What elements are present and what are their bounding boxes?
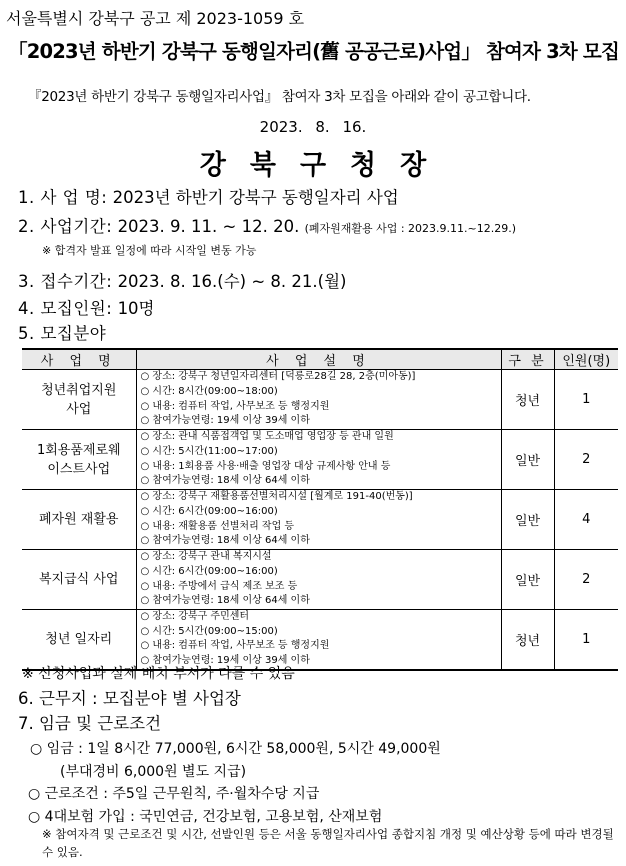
project-description	[136, 370, 501, 430]
table-row	[22, 430, 618, 490]
section-1	[18, 184, 399, 208]
project-name	[22, 430, 136, 490]
column-header: 구 분	[501, 349, 554, 370]
project-description	[136, 490, 501, 550]
description-line: ○ 참여가능연령: 19세 이상 39세 이하	[140, 415, 310, 427]
description-line: ○ 참여가능연령: 18세 이상 64세 이하	[140, 475, 310, 487]
description-line: ○ 장소: 강북구 재활용품선별처리시설 [월계로 191-40(번동)]	[140, 491, 413, 503]
section-label: 2. 사업기간:	[18, 217, 113, 236]
description-line: ○ 장소: 강북구 청년일자리센터 [덕릉로28길 28, 2층(미아동)]	[140, 371, 416, 383]
headcount-cell: 2	[554, 550, 618, 610]
section-6: 6. 근무지 : 모집분야 별 사업장	[18, 689, 241, 708]
project-name-line: 복지급식 사업	[39, 572, 119, 587]
table-row	[22, 550, 618, 610]
description-line: ○ 내용: 컴퓨터 작업, 사무보조 등 행정지원	[140, 400, 330, 412]
section-7: 7. 임금 및 근로조건	[18, 714, 162, 733]
notice-date: 2023. 8. 16.	[259, 118, 367, 136]
description-line: ○ 시간: 8시간(09:00~18:00)	[140, 385, 278, 397]
recruitment-table	[22, 348, 618, 671]
description-line: ○ 시간: 6시간(09:00~16:00)	[140, 505, 278, 517]
headcount-cell: 1	[554, 610, 618, 670]
description-line: ○ 시간: 5시간(11:00~17:00)	[140, 445, 278, 457]
section-value: 2023. 8. 16.(수) ~ 8. 21.(월)	[117, 272, 347, 291]
project-description	[136, 550, 501, 610]
section-5	[18, 320, 106, 344]
section-label: 5. 모집분야	[18, 324, 107, 343]
project-name	[22, 370, 136, 430]
description-line: ○ 참여가능연령: 18세 이상 64세 이하	[140, 595, 310, 607]
section-4	[18, 295, 155, 319]
wage-item: ○ 임금 : 1일 8시간 77,000원, 6시간 58,000원, 5시간 49,000원	[30, 741, 441, 757]
project-name-line: 청년취업지원	[41, 382, 117, 398]
category-cell: 청년	[501, 610, 554, 670]
description-line: ○ 내용: 컴퓨터 작업, 사무보조 등 행정지원	[140, 640, 330, 652]
category-cell: 일반	[501, 550, 554, 610]
table-row	[22, 610, 618, 670]
schedule-note: ※ 합격자 발표 일정에 따라 시작일 변동 가능	[42, 244, 257, 257]
project-description	[136, 610, 501, 670]
insurance-item: ○ 4대보험 가입 : 국민연금, 건강보험, 고용보험, 산재보험	[28, 809, 383, 825]
section-label: 4. 모집인원:	[18, 299, 113, 318]
section-label: 3. 접수기간:	[18, 272, 113, 291]
project-name	[22, 550, 136, 610]
notice-number: 서울특별시 강북구 공고 제 2023-1059 호	[6, 9, 305, 28]
project-name-line: 폐자원 재활용	[39, 512, 119, 527]
condition-item: ○ 근로조건 : 주5일 근무원칙, 주·월차수당 지급	[28, 786, 320, 802]
section-label: 1. 사 업 명:	[18, 188, 108, 207]
description-line: ○ 장소: 관내 식품접객업 및 도소매업 영업장 등 관내 일원	[140, 431, 394, 443]
description-line: ○ 시간: 6시간(09:00~16:00)	[140, 565, 278, 577]
description-line: ○ 내용: 재활용품 선별처리 작업 등	[140, 520, 295, 532]
project-name	[22, 490, 136, 550]
column-header: 사 업 명	[22, 349, 136, 370]
description-line: ○ 내용: 주방에서 급식 제조 보조 등	[140, 580, 298, 592]
section-note: (폐자원재활용 사업 : 2023.9.11.~12.29.)	[304, 222, 517, 235]
project-name-line: 사업	[66, 401, 92, 417]
table-row	[22, 370, 618, 430]
intro-text: 『2023년 하반기 강북구 동행일자리사업』 참여자 3차 모집을 아래와 같이 공고합니다.	[28, 89, 531, 105]
project-name-line: 이스트사업	[47, 461, 111, 477]
headcount-cell: 1	[554, 370, 618, 430]
project-name	[22, 610, 136, 670]
table-note: ※ 신청사업과 실제 배치 부서가 다를 수 있음	[22, 666, 295, 682]
description-line: ○ 장소: 강북구 관내 복지시설	[140, 551, 272, 563]
headcount-cell: 4	[554, 490, 618, 550]
notice-title: 「2023년 하반기 강북구 동행일자리(舊 공공근로)사업」 참여자 3차 모집	[8, 40, 619, 63]
section-value: 2023년 하반기 강북구 동행일자리 사업	[112, 188, 399, 207]
issuer: 강북구청장	[199, 150, 451, 181]
description-line: ○ 장소: 강북구 주민센터	[140, 611, 250, 623]
description-line: ○ 시간: 5시간(09:00~15:00)	[140, 625, 278, 637]
description-line: ○ 참여가능연령: 19세 이상 39세 이하	[140, 654, 310, 666]
section-value: 2023. 9. 11. ~ 12. 20.	[117, 217, 300, 236]
section-2	[18, 213, 516, 237]
description-line: ○ 내용: 1회용품 사용·배출 영업장 대상 규제사항 안내 등	[140, 460, 391, 472]
column-header: 인원(명)	[554, 349, 618, 370]
table-row	[22, 490, 618, 550]
project-description	[136, 430, 501, 490]
project-name-line: 청년 일자리	[45, 631, 113, 647]
category-cell: 일반	[501, 490, 554, 550]
category-cell: 청년	[501, 370, 554, 430]
wage-sub-item: (부대경비 6,000원 별도 지급)	[60, 764, 247, 780]
description-line: ○ 참여가능연령: 18세 이상 64세 이하	[140, 535, 310, 547]
section-value: 10명	[117, 299, 155, 318]
final-note: ※ 참여자격 및 근로조건 및 시간, 선발인원 등은 서울 동행일자리사업 종합지침 개정 및 예산상황 등에 따라 변경될 수 있음.	[42, 827, 614, 859]
table-header-row	[22, 349, 618, 370]
section-3	[18, 268, 346, 292]
project-name-line: 1회용품제로웨	[36, 442, 121, 458]
column-header: 사 업 설 명	[136, 349, 501, 370]
category-cell: 일반	[501, 430, 554, 490]
headcount-cell: 2	[554, 430, 618, 490]
